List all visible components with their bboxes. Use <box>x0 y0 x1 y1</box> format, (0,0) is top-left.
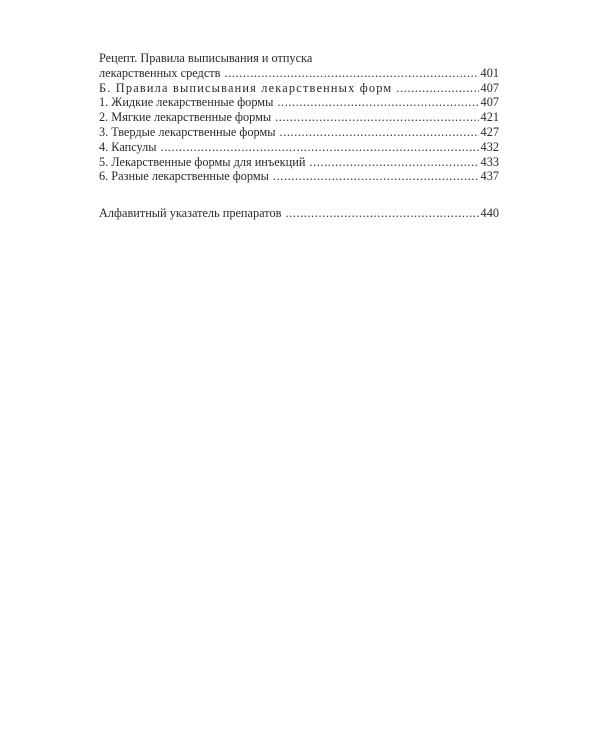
toc-leader-dots <box>275 110 478 125</box>
toc-index-entry[interactable] <box>99 206 499 221</box>
toc-entry-page: 401 <box>480 65 499 80</box>
toc-entry-title: Б. Правила выписывания лекарственных форм <box>99 80 393 95</box>
toc-entry-page: 432 <box>480 139 499 154</box>
toc-entry-page: 437 <box>480 169 499 184</box>
toc-entry-title: 3. Твердые лекарственные формы <box>99 124 276 139</box>
toc-entry[interactable] <box>99 140 499 155</box>
toc-entry-title: Алфавитный указатель препаратов <box>99 206 282 221</box>
toc-entry[interactable] <box>99 110 499 125</box>
toc-entry-page: 407 <box>480 80 499 95</box>
toc-leader-dots <box>224 66 478 81</box>
toc-entry[interactable] <box>99 155 499 170</box>
toc-spacer <box>99 184 499 206</box>
toc-entry[interactable] <box>99 81 499 96</box>
toc-leader-dots <box>273 169 479 184</box>
toc-entry-page: 440 <box>480 206 499 221</box>
toc-heading: Рецепт. Правила выписывания и отпуска <box>99 51 313 65</box>
toc-entry-page: 421 <box>480 110 499 125</box>
toc-entry[interactable] <box>99 95 499 110</box>
toc-entry-title: 5. Лекарственные формы для инъекций <box>99 154 306 169</box>
toc-leader-dots <box>396 81 478 96</box>
toc-leader-dots <box>280 125 479 140</box>
toc-leader-dots <box>277 95 478 110</box>
toc-entry-title: лекарственных средств <box>99 65 221 80</box>
toc-entry-title: 1. Жидкие лекарственные формы <box>99 95 274 110</box>
toc-entry-page: 433 <box>480 154 499 169</box>
toc-leader-dots <box>309 155 478 170</box>
toc-heading-line <box>99 51 499 66</box>
toc-leader-dots <box>285 206 478 221</box>
toc-entry-page: 407 <box>480 95 499 110</box>
toc-leader-dots <box>161 140 479 155</box>
toc-entry-title: 4. Капсулы <box>99 139 157 154</box>
toc-entry-title: 2. Мягкие лекарственные формы <box>99 110 272 125</box>
table-of-contents <box>99 51 499 221</box>
toc-entry-title: 6. Разные лекарственные формы <box>99 169 269 184</box>
toc-entry[interactable] <box>99 125 499 140</box>
toc-entry[interactable] <box>99 169 499 184</box>
toc-entry-page: 427 <box>480 124 499 139</box>
toc-entry[interactable] <box>99 66 499 81</box>
